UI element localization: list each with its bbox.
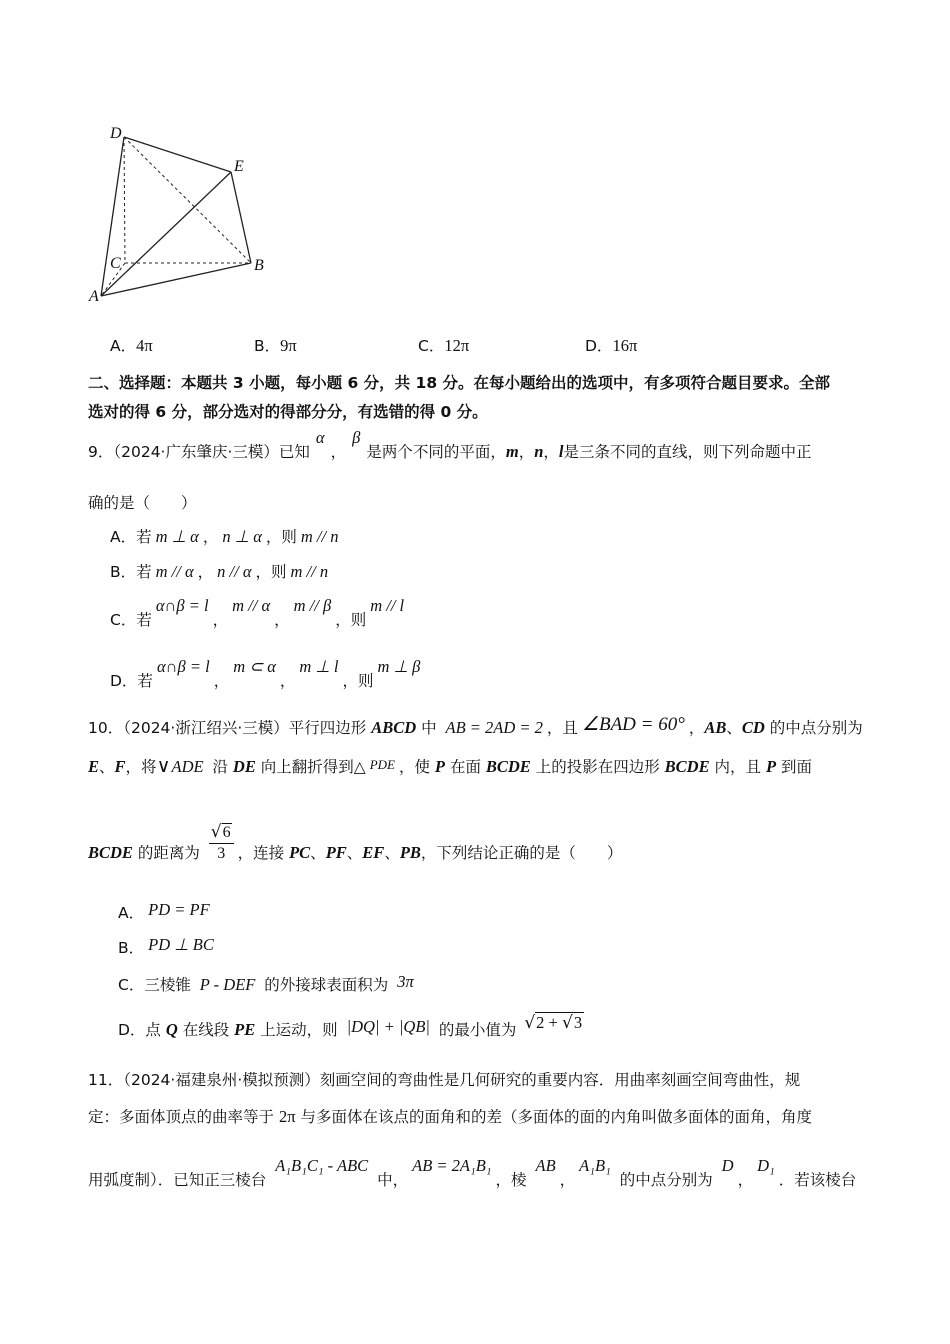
separator: 、 [99, 758, 115, 776]
q9-stem-line-1 [88, 428, 812, 463]
math-expr: m ⊂ α [233, 657, 276, 676]
radicand [535, 1012, 584, 1032]
q11-stem-line-3 [88, 1156, 857, 1191]
math-expr: m ⊥ α [155, 527, 199, 546]
q10-stem-text: 中 [416, 719, 442, 737]
math-expr: D [721, 1156, 734, 1175]
math-expr: m // α [155, 562, 194, 581]
q10-stem-text: ，下列结论正确的是（ ） [420, 844, 623, 862]
option-label: C．若 [110, 611, 152, 629]
separator: ， [737, 1171, 754, 1189]
math-expr: m // n [300, 527, 339, 546]
option-label: B． [118, 939, 145, 957]
separator: 、 [726, 719, 742, 737]
q10-stem-text: 在面 [445, 758, 486, 776]
q10-option-b[interactable] [118, 937, 218, 959]
option-value: 12π [444, 336, 470, 355]
q11-stem-text: ，棱 [495, 1171, 532, 1189]
radical-sign: √ [561, 1013, 573, 1033]
math-expr: PDE [369, 757, 395, 772]
separator: ，则 [255, 563, 287, 581]
separator: 、 [310, 844, 326, 862]
separator: ， [559, 1171, 576, 1189]
math-expr: m // β [293, 596, 332, 615]
q10-stem-text: 10．（2024·浙江绍兴·三模）平行四边形 [88, 719, 372, 737]
var-p: P [434, 757, 446, 776]
math-expr: m ⊥ β [377, 657, 421, 676]
q10-stem-text: 向上翻折得到△ [255, 758, 366, 776]
math-expr: α∩β = l [156, 657, 210, 676]
math-expr: n // α [217, 562, 252, 581]
var-pe: PE [234, 1020, 256, 1039]
triangle-symbol: ∨ [156, 755, 171, 777]
math-expr: m // l [370, 596, 405, 615]
math-expr: A₁B₁C₁ - ABC [275, 1156, 369, 1175]
q10-stem-text: 沿 [207, 758, 233, 776]
option-label: D．点 [118, 1021, 166, 1039]
math-expr: α∩β = l [155, 596, 209, 615]
radical-sign: √ [210, 822, 222, 842]
distance-fraction [209, 822, 234, 864]
var-pf: PF [325, 843, 347, 862]
edge-d-e [124, 137, 231, 172]
alpha-symbol: α [315, 428, 325, 447]
q8-option-a[interactable] [110, 335, 153, 357]
var-q: Q [165, 1020, 178, 1039]
option-value: 9π [280, 336, 297, 355]
q10-stem-line-3 [88, 822, 622, 864]
vertex-label-a: A [89, 288, 99, 305]
option-text: 的最小值为 [433, 1021, 522, 1039]
edge-a-b [101, 263, 251, 296]
edge-e-b [231, 172, 251, 263]
var-ab: AB [704, 718, 727, 737]
option-label: C．三棱锥 [118, 976, 196, 994]
var-f: F [114, 757, 126, 776]
beta-symbol: β [352, 428, 361, 447]
comma: ， [330, 443, 347, 461]
q11-stem-text: 定：多面体顶点的曲率等于 [88, 1108, 279, 1126]
separator: ， [212, 611, 229, 629]
vertex-label-c: C [110, 255, 121, 272]
option-letter: D． [585, 337, 613, 355]
math-expr: m // n [290, 562, 329, 581]
math-expr: PD = PF [148, 900, 210, 919]
var-cd: CD [741, 718, 765, 737]
section-header-line-2: 选对的得 6 分，部分选对的得部分分，有选错的得 0 分。 [88, 403, 488, 421]
separator: ，则 [265, 528, 297, 546]
q8-option-b[interactable] [254, 335, 297, 357]
var-p: P [765, 757, 777, 776]
section-header-line-1: 二、选择题：本题共 3 小题，每小题 6 分，共 18 分。在每小题给出的选项中，有多项符合题目要求。全部 [88, 374, 831, 392]
edge-d-c-dashed [124, 137, 125, 263]
q10-stem-text: 的距离为 [132, 844, 205, 862]
math-expr: D₁ [757, 1156, 775, 1175]
q10-stem-text: ，且 [546, 719, 578, 737]
q9-stem-text: 是三条不同的直线，则下列命题中正 [563, 443, 812, 461]
var-bcde: BCDE [664, 757, 710, 776]
math-expr: m ⊥ l [299, 657, 339, 676]
q8-option-c[interactable] [418, 335, 469, 357]
q9-option-c[interactable] [110, 596, 408, 631]
math-expr: 2π [278, 1107, 296, 1126]
q10-stem-text: ，连接 [237, 844, 290, 862]
var-bcde: BCDE [485, 757, 531, 776]
math-expr: n ⊥ α [222, 527, 262, 546]
option-label: D．若 [110, 672, 153, 690]
vertex-label-d: D [110, 125, 122, 142]
math-expr: PD ⊥ BC [148, 935, 214, 954]
q11-stem-text: 的中点分别为 [614, 1171, 718, 1189]
separator: ， [688, 719, 705, 737]
radicand: 6 [222, 824, 231, 841]
var-bcde: BCDE [88, 843, 133, 862]
q10-stem-line-2 [88, 755, 812, 779]
q8-option-d[interactable] [585, 335, 637, 357]
q11-stem-text: ．若该棱台 [778, 1171, 857, 1189]
q10-stem-text: 的中点分别为 [764, 719, 863, 737]
pyramid-figure [80, 115, 280, 315]
q9-stem-line-2: 确的是（ ） [88, 494, 197, 512]
option-value: 4π [136, 336, 153, 355]
var-pc: PC [289, 843, 311, 862]
comma: ， [518, 443, 535, 461]
math-expr: P - DEF [199, 975, 256, 994]
separator: ， [279, 672, 296, 690]
var-pb: PB [399, 843, 421, 862]
fraction-numerator [209, 822, 234, 844]
option-label: B．若 [110, 563, 152, 581]
q9-stem-text: 9．（2024·广东肇庆·三模）已知 [88, 443, 310, 461]
edge-a-e [101, 172, 231, 296]
edge-d-a [101, 137, 124, 296]
separator: ，则 [335, 611, 367, 629]
q9-option-d[interactable] [110, 657, 424, 692]
q10-stem-text: 上的投影在四边形 [530, 758, 665, 776]
edge-d-b-dashed [124, 137, 251, 263]
q9-option-b[interactable] [110, 561, 332, 583]
var-abcd: ABCD [371, 718, 417, 737]
separator: ， [274, 611, 290, 629]
angle-expr: ∠BAD = 60° [581, 714, 685, 735]
option-text: 上运动，则 [255, 1021, 343, 1039]
q10-stem-text: 内，且 [709, 758, 766, 776]
q10-stem-text: ，将 [125, 758, 157, 776]
q11-stem-text: 与多面体在该点的面角和的差（多面体的面的内角叫做多面体的面角，角度 [295, 1108, 812, 1126]
math-expr: AB = 2AD = 2 [445, 718, 543, 737]
option-value: 16π [612, 336, 638, 355]
vertex-label-e: E [234, 158, 244, 175]
q9-option-a[interactable] [110, 526, 342, 548]
math-expr: AB = 2A₁B₁ [412, 1156, 492, 1175]
option-letter: B． [254, 337, 281, 355]
option-label: A． [118, 904, 145, 922]
nested-radical [524, 1012, 584, 1034]
q9-stem-text: 是两个不同的平面， [366, 443, 506, 461]
separator: 、 [346, 844, 363, 862]
math-expr: ADE [171, 757, 204, 776]
math-expr: m // α [232, 596, 271, 615]
option-letter: A． [110, 337, 137, 355]
q11-stem-text: 用弧度制）．已知正三棱台 [88, 1171, 272, 1189]
q10-option-d[interactable] [118, 1013, 587, 1041]
q11-stem-line-2 [88, 1106, 812, 1128]
option-text: 在线段 [177, 1021, 235, 1039]
vertex-label-b: B [254, 257, 264, 274]
q10-option-c[interactable] [118, 974, 418, 996]
separator: ， [202, 528, 219, 546]
var-ef: EF [362, 843, 385, 862]
separator: ， [197, 563, 214, 581]
var-de: DE [232, 757, 256, 776]
separator: 、 [384, 844, 400, 862]
var-l: l [558, 442, 564, 461]
math-expr: A₁B₁ [579, 1156, 611, 1175]
q10-stem-text: ，使 [398, 758, 435, 776]
q10-option-a[interactable] [118, 902, 214, 924]
var-m: m [505, 442, 519, 461]
radical-sign: √ [524, 1013, 536, 1033]
var-e: E [88, 757, 100, 776]
option-text: 的外接球表面积为 [259, 976, 394, 994]
option-label: A．若 [110, 528, 152, 546]
math-expr: AB [535, 1156, 556, 1175]
radicand-text: 2 + [536, 1013, 562, 1032]
var-n: n [534, 442, 544, 461]
fraction-denominator: 3 [217, 845, 226, 862]
separator: ，则 [342, 672, 374, 690]
inner-radicand: 3 [573, 1013, 583, 1032]
comma: ， [543, 443, 559, 461]
separator: ， [213, 672, 230, 690]
math-expr: 3π [397, 972, 414, 991]
q11-stem-text: 中， [372, 1171, 409, 1189]
math-expr: |DQ| + |QB| [346, 1017, 430, 1036]
q10-stem-text: 到面 [776, 758, 812, 776]
q10-stem-line-1 [88, 714, 863, 739]
q11-stem-line-1: 11．（2024·福建泉州·模拟预测）刻画空间的弯曲性是几何研究的重要内容．用曲率刻画空间弯曲性，规 [88, 1071, 801, 1089]
option-letter: C． [418, 337, 445, 355]
